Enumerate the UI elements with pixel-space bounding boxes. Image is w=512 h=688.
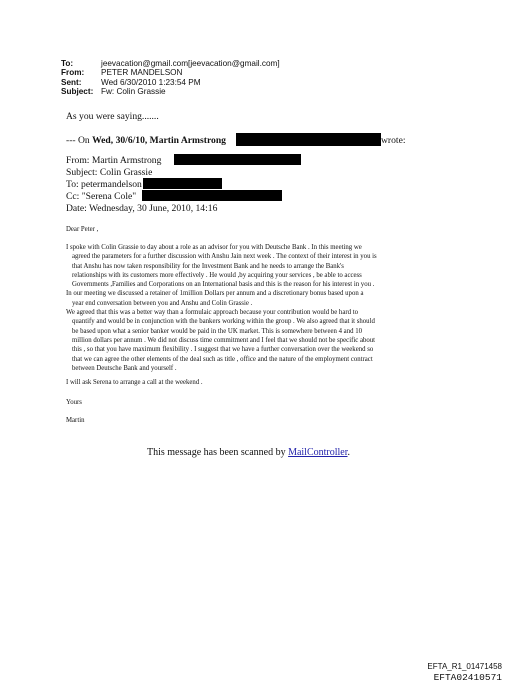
intro-text: As you were saying....... — [66, 111, 159, 122]
from-label: From: — [61, 68, 85, 78]
quote-prefix: --- On — [66, 135, 93, 146]
scan-notice-text: This message has been scanned by — [147, 447, 289, 458]
letter-paragraph-1 — [66, 243, 438, 373]
letter-line: In our meeting we discussed a retainer of 1million Dollars per annum and a discretionary bonus based upon a — [66, 290, 364, 298]
fwd-cc: Cc: "Serena Cole" — [66, 191, 137, 202]
subject-value: Fw: Colin Grassie — [101, 87, 166, 97]
mailcontroller-link[interactable]: MailController — [288, 447, 348, 458]
letter-paragraph-2: I will ask Serena to arrange a call at the weekend . — [66, 379, 203, 386]
to-label: To: — [61, 59, 74, 68]
letter-greeting: Dear Peter , — [66, 226, 99, 233]
letter-line: that we can agree the other elements of the deal such as title , office and the nature of the employment contract — [72, 355, 373, 363]
redaction-box — [142, 190, 282, 201]
letter-line: We agreed that this was a better way than a formulaic approach because your contribution would be hard to — [66, 309, 358, 317]
letter-line: agreed the parameters for a further discussion with Anshu Jain next week . The context of their interest in you is — [72, 253, 377, 261]
letter-line: relationships with its customers more effectively . He would ,by acquiring your services , be able to access — [72, 271, 362, 279]
to-value: jeevacation@gmail.com[jeevacation@gmail.com] — [101, 59, 280, 68]
scan-notice-period: . — [347, 447, 351, 458]
scan-notice — [147, 447, 350, 458]
fwd-subject: Subject: Colin Grassie — [66, 167, 153, 178]
fwd-to: To: petermandelson — [66, 179, 142, 190]
letter-line: million dollars per annum . We did not discuss time commitment and I feel that we should not be specific about — [72, 336, 376, 344]
letter-signature: Martin — [66, 417, 85, 424]
letter-line: be based upon what a senior banker would be paid in the UK market. This is somewhere between 4 and 10 — [72, 327, 362, 335]
fwd-from: From: Martin Armstrong — [66, 155, 162, 166]
letter-line: year end conversation between you and Anshu and Colin Grassie . — [72, 299, 253, 307]
letter-line: quantify and would be in conjunction with the bankers working within the group . We also agreed that it should — [72, 318, 375, 326]
redaction-box — [174, 154, 301, 165]
quote-sender: Wed, 30/6/10, Martin Armstrong — [92, 135, 226, 146]
quote-line — [66, 135, 226, 146]
to-row — [61, 59, 280, 68]
bates-number-efta: EFTA02410571 — [433, 672, 502, 683]
from-row — [61, 68, 280, 77]
letter-line: that Anshu has now taken responsibility for the Investment Bank and he needs to arrange the Bank's — [72, 262, 344, 270]
quote-suffix: wrote: — [381, 135, 406, 146]
letter-line: Governments ,Families and Corporations on an International basis and this is the reason for his interest in you . — [72, 281, 375, 289]
sent-row — [61, 78, 280, 87]
letter-closing: Yours — [66, 399, 82, 406]
subject-row — [61, 87, 280, 96]
email-header — [61, 59, 280, 97]
fwd-date: Date: Wednesday, 30 June, 2010, 14:16 — [66, 203, 218, 214]
sent-value: Wed 6/30/2010 1:23:54 PM — [101, 77, 201, 87]
subject-label: Subject: — [61, 87, 94, 97]
sent-label: Sent: — [61, 77, 82, 87]
redaction-box — [143, 178, 222, 189]
from-value: PETER MANDELSON — [101, 68, 183, 78]
letter-line: between Deutsche Bank and yourself . — [72, 364, 177, 372]
letter-line: I spoke with Colin Grassie to day about a role as an advisor for you with Deutsche Bank . In this meeting we — [66, 244, 362, 251]
bates-number-r1: EFTA_R1_01471458 — [427, 662, 502, 671]
redaction-box — [236, 133, 381, 146]
letter-line: this , so that you have maximum flexibility . I suggest that we have a further conversation over the weekend so — [72, 346, 374, 354]
